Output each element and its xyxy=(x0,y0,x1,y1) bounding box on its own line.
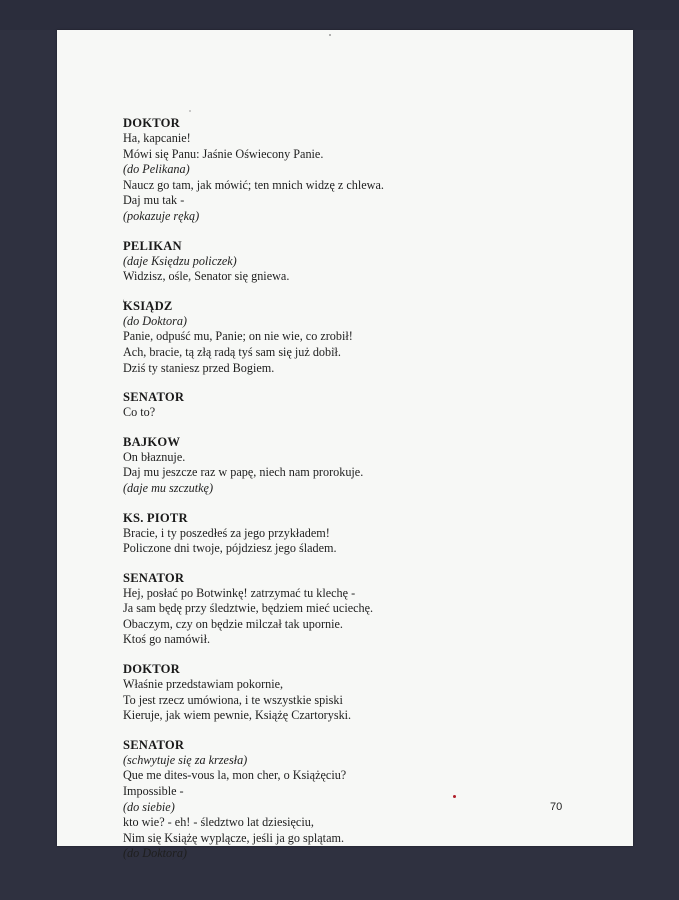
dialogue-line: Impossible - xyxy=(123,784,184,799)
stage-direction: (do Pelikana) xyxy=(123,162,190,177)
scan-speck xyxy=(329,34,331,36)
dialogue-line: Policzone dni twoje, pójdziesz jego śladem. xyxy=(123,541,337,556)
dialogue-block xyxy=(123,737,593,862)
dialogue-block xyxy=(123,661,593,724)
stage-direction: (do siebie) xyxy=(123,799,175,814)
dialogue-line: On błaznuje. xyxy=(123,449,186,464)
speaker-name: PELIKAN xyxy=(123,238,182,253)
dialogue-block xyxy=(123,115,593,225)
page-number: 70 xyxy=(550,801,563,813)
stage-direction: (do Doktora) xyxy=(123,846,187,861)
dialogue-line: To jest rzecz umówiona, i te wszystkie spiski xyxy=(123,692,343,707)
dialogue-block xyxy=(123,570,593,648)
dialogue-line: Nim się Książę wyplącze, jeśli ja go splątam. xyxy=(123,830,344,845)
document-page xyxy=(57,30,633,861)
dialogue-line: Widzisz, ośle, Senator się gniewa. xyxy=(123,269,290,284)
dialogue-line: Daj mu tak - xyxy=(123,193,185,208)
dialogue-line: Obaczym, czy on będzie milczał tak upornie. xyxy=(123,616,343,631)
dialogue-line: Dziś ty staniesz przed Bogiem. xyxy=(123,360,275,375)
stage-direction: (pokazuje ręką) xyxy=(123,208,200,223)
scan-speck xyxy=(189,110,191,112)
dialogue-line: Ha, kapcanie! xyxy=(123,131,191,145)
dialogue-line: kto wie? - eh! - śledztwo lat dziesięciu, xyxy=(123,815,314,830)
dialogue-line: Daj mu jeszcze raz w papę, niech nam prorokuje. xyxy=(123,465,364,480)
stage-direction: (do Doktora) xyxy=(123,313,187,328)
scan-background xyxy=(0,0,679,30)
speaker-name: KS. PIOTR xyxy=(123,510,188,525)
dialogue-line: Que me dites-vous la, mon cher, o Książęciu? xyxy=(123,768,347,783)
dialogue-line: Ktoś go namówił. xyxy=(123,632,211,647)
stage-direction: (schwytuje się za krzesła) xyxy=(123,752,248,767)
speaker-name: SENATOR xyxy=(123,570,185,585)
dialogue-line: Co to? xyxy=(123,405,156,420)
speaker-name: SENATOR xyxy=(123,737,185,752)
drama-script xyxy=(123,115,593,875)
dialogue-line: Ach, bracie, tą złą radą tyś sam się już dobił. xyxy=(123,344,341,359)
dialogue-line: Bracie, i ty poszedłeś za jego przykładem! xyxy=(123,525,330,540)
dialogue-block xyxy=(123,238,593,285)
dialogue-line: Panie, odpuść mu, Panie; on nie wie, co zrobił! xyxy=(123,329,353,344)
dialogue-block xyxy=(123,298,593,376)
dialogue-line: Kieruje, jak wiem pewnie, Książę Czartoryski. xyxy=(123,708,352,723)
dialogue-line: Ja sam będę przy śledztwie, będziem mieć uciechę. xyxy=(123,601,374,616)
dialogue-line: Hej, posłać po Botwinkę! zatrzymać tu klechę - xyxy=(123,585,356,600)
speaker-name: BAJKOW xyxy=(123,434,181,449)
speaker-name: SENATOR xyxy=(123,390,185,405)
dialogue-block xyxy=(123,389,593,421)
dialogue-line: Naucz go tam, jak mówić; ten mnich widzę z chlewa. xyxy=(123,177,384,192)
dialogue-line: Mówi się Panu: Jaśnie Oświecony Panie. xyxy=(123,146,324,161)
speaker-name: KSIĄDZ xyxy=(123,298,173,313)
stage-direction: (daje Księdzu policzek) xyxy=(123,253,237,268)
dialogue-line: Właśnie przedstawiam pokornie, xyxy=(123,677,284,692)
dialogue-block xyxy=(123,434,593,497)
speaker-name: DOKTOR xyxy=(123,662,180,677)
dialogue-block xyxy=(123,510,593,557)
stage-direction: (daje mu szczutkę) xyxy=(123,480,214,495)
speaker-name: DOKTOR xyxy=(123,116,180,130)
